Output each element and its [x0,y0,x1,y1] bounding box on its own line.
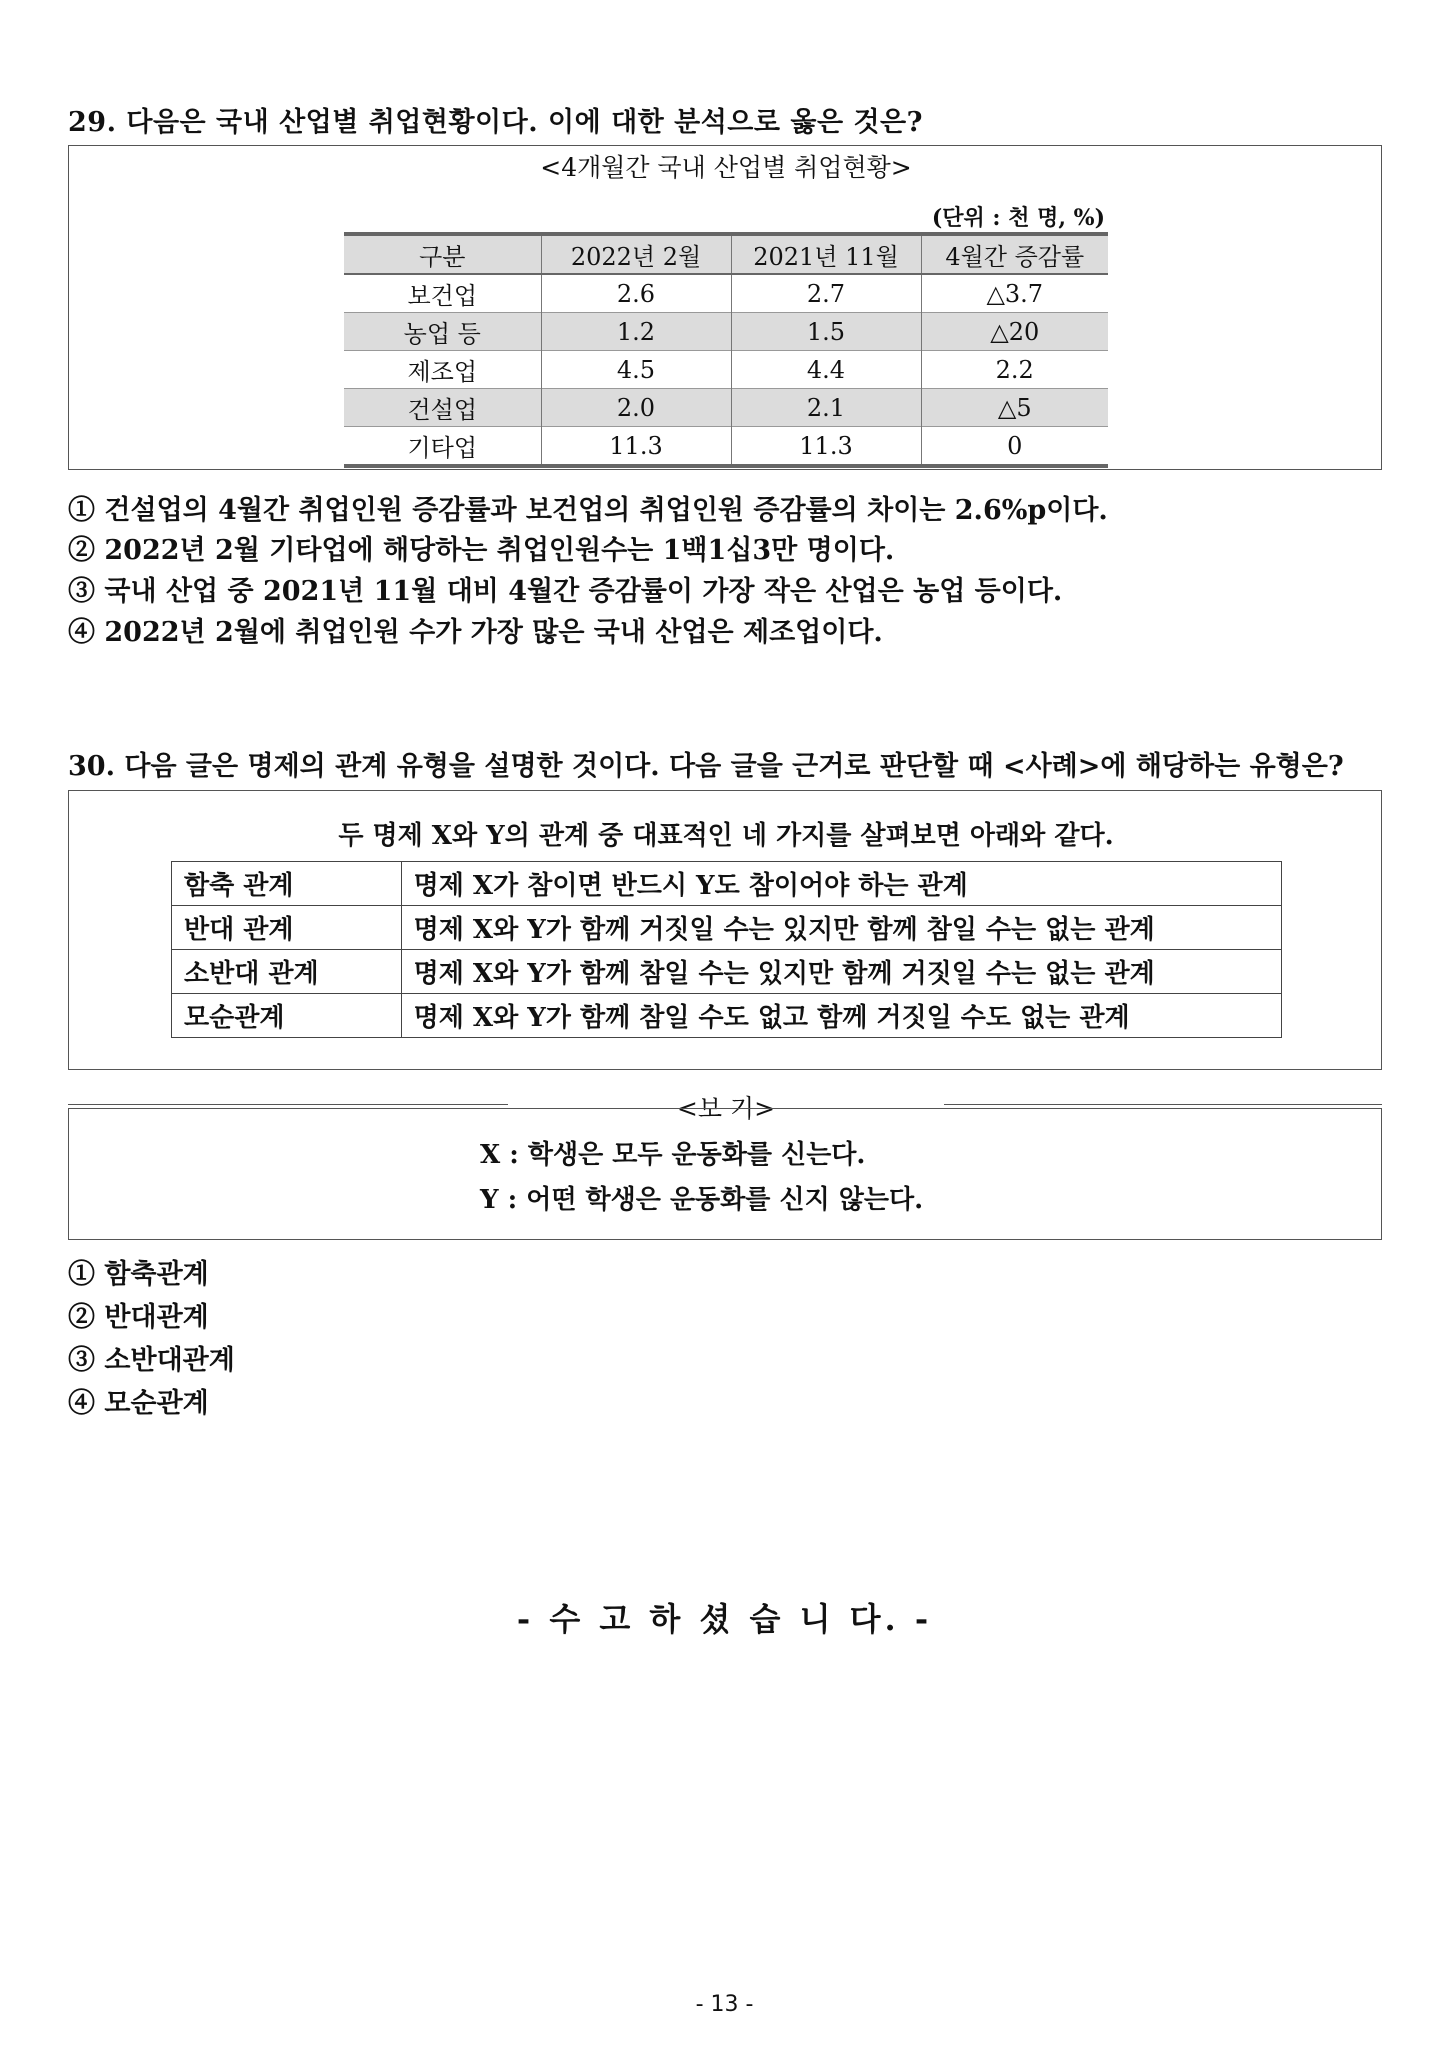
table-row [172,906,1282,950]
relation-name: 반대 관계 [172,906,402,950]
table-cell: 2.0 [541,389,731,427]
q29-option-2: ② 2022년 2월 기타업에 해당하는 취업인원수는 1백1십3만 명이다. [68,535,895,566]
table-cell: △20 [921,313,1108,351]
table-row [172,950,1282,994]
relation-name: 소반대 관계 [172,950,402,994]
q29-table-box [68,145,1382,470]
table-cell: 보건업 [344,274,541,313]
table-cell: 2.6 [541,274,731,313]
table-row [344,274,1108,313]
closing-message: - 수 고 하 셨 습 니 다. - [516,1600,933,1638]
unit-label: (단위 : 천 명, %) [931,205,1105,231]
header-cell: 2021년 11월 [731,234,921,274]
header-cell: 구분 [344,234,541,274]
relation-name: 모순관계 [172,994,402,1038]
table-cell: 11.3 [541,427,731,467]
q30-option-3: ③ 소반대관계 [68,1345,235,1376]
table-cell: 제조업 [344,351,541,389]
table-cell: △5 [921,389,1108,427]
page-number: - 13 - [695,1992,754,2017]
question-30-title: 30. 다음 글은 명제의 관계 유형을 설명한 것이다. 다음 글을 근거로 판단할 때 <사례>에 해당하는 유형은? [68,751,1344,782]
question-29-title: 29. 다음은 국내 산업별 취업현황이다. 이에 대한 분석으로 옳은 것은? [68,107,923,138]
q30-option-2: ② 반대관계 [68,1302,209,1333]
table-cell: 농업 등 [344,313,541,351]
bogi-divider-right [944,1104,1382,1105]
relation-desc: 명제 X와 Y가 함께 거짓일 수는 있지만 함께 참일 수는 없는 관계 [401,906,1281,950]
table-cell: 건설업 [344,389,541,427]
bogi-divider-left [68,1104,508,1105]
table-caption: <4개월간 국내 산업별 취업현황> [540,153,912,182]
bogi-statement-y: Y : 어떤 학생은 운동화를 신지 않는다. [480,1185,924,1215]
relation-desc: 명제 X가 참이면 반드시 Y도 참이어야 하는 관계 [401,862,1281,906]
table-cell: 4.4 [731,351,921,389]
table-row [172,994,1282,1038]
table-cell: 2.2 [921,351,1108,389]
table-cell: △3.7 [921,274,1108,313]
table-row [172,862,1282,906]
table-row [344,427,1108,467]
relation-desc: 명제 X와 Y가 함께 참일 수는 있지만 함께 거짓일 수는 없는 관계 [401,950,1281,994]
bogi-label: <보 기> [676,1094,776,1123]
bogi-statement-x: X : 학생은 모두 운동화를 신는다. [480,1140,866,1170]
q30-description-box [68,790,1382,1070]
relation-table [171,861,1282,1038]
table-cell: 4.5 [541,351,731,389]
table-cell: 2.7 [731,274,921,313]
q29-option-1: ① 건설업의 4월간 취업인원 증감률과 보건업의 취업인원 증감률의 차이는 2.6%p이다. [68,495,1108,526]
table-cell: 기타업 [344,427,541,467]
table-row [344,389,1108,427]
table-row [344,313,1108,351]
table-header-row [344,234,1108,274]
table-row [344,351,1108,389]
header-cell: 4월간 증감률 [921,234,1108,274]
q30-option-4: ④ 모순관계 [68,1388,209,1419]
table-cell: 2.1 [731,389,921,427]
q30-intro-text: 두 명제 X와 Y의 관계 중 대표적인 네 가지를 살펴보면 아래와 같다. [338,821,1114,851]
employment-table [344,232,1108,468]
relation-desc: 명제 X와 Y가 함께 참일 수도 없고 함께 거짓일 수도 없는 관계 [401,994,1281,1038]
table-cell: 1.5 [731,313,921,351]
table-cell: 11.3 [731,427,921,467]
q30-option-1: ① 함축관계 [68,1259,209,1290]
bogi-box [68,1108,1382,1240]
q29-option-4: ④ 2022년 2월에 취업인원 수가 가장 많은 국내 산업은 제조업이다. [68,617,883,648]
relation-name: 함축 관계 [172,862,402,906]
q29-option-3: ③ 국내 산업 중 2021년 11월 대비 4월간 증감률이 가장 작은 산업은 농업 등이다. [68,576,1063,607]
header-cell: 2022년 2월 [541,234,731,274]
table-cell: 0 [921,427,1108,467]
table-cell: 1.2 [541,313,731,351]
